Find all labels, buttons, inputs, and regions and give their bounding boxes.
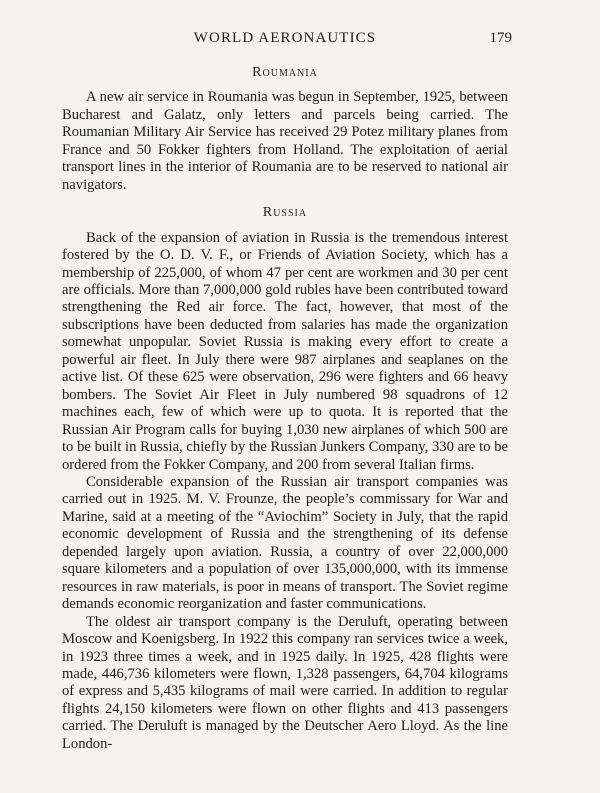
page-header — [62, 30, 512, 52]
paragraph: The oldest air transport company is the Deruluft, operating between Moscow and Koenigsberg. In 1922 this company ran services twice a week, in 1923 three times a week, and in 1925 daily. In 1925, 428 flights were made, 446,736 kilometers were flown, 1,328 passengers, 64,704 kilograms of express and 5,435 kilograms of mail were carried. In addition to regular flights 24,150 kilometers were flown on other flights and 413 passengers carried. The Deruluft is managed by the Deutscher Aero Lloyd. As the line London- — [62, 613, 508, 752]
section-heading-roumania: Roumania — [252, 65, 318, 80]
running-title: WORLD AERONAUTICS — [193, 30, 377, 46]
paragraph: Considerable expansion of the Russian air transport companies was carried out in 1925. M. V. Frounze, the people’s commissary for War and Marine, said at a meeting of the “Aviochim” Society in July, that the rapid economic development of Russia and the strengthening of its defense depended largely upon aviation. Russia, a country of over 22,000,000 square kilometers and a population of over 135,000,000, with its immense resources in raw materials, is poor in means of transport. The Soviet regime demands economic reorganization and faster communications. — [62, 473, 508, 613]
section-heading-russia: Russia — [262, 205, 308, 221]
paragraph: Back of the expansion of aviation in Russia is the tremendous interest fostered by the O. D. V. F., or Friends of Aviation Society, which has a membership of 225,000, of whom 47 per cent are workmen and 30 per cent are officials. More than 7,000,000 gold rubles have been contributed toward strengthening the Red air force. The fact, however, that most of the subscriptions have been deducted from salaries has made the organization somewhat unpopular. Soviet Russia is making every effort to create a powerful air fleet. In July there were 987 airplanes and seaplanes on the active list. Of these 625 were observation, 296 were fighters and 66 heavy bombers. The Soviet Air Fleet in July numbered 98 squadrons of 12 machines each, few of which were up to quota. It is reported that the Russian Air Program calls for buying 1,030 new airplanes of which 500 are to be built in Russia, chiefly by the Russian Junkers Company, 330 are to be ordered from the Fokker Company, and 200 from several Italian firms. — [62, 229, 508, 473]
paragraph: A new air service in Roumania was begun in September, 1925, between Bucharest and Galatz, only letters and parcels being carried. The Roumanian Military Air Service has received 29 Potez military planes from France and 50 Fokker fighters from Holland. The exploitation of aerial transport lines in the interior of Roumania are to be reserved to national air navigators. — [62, 89, 508, 193]
page-number: 179 — [489, 30, 512, 46]
